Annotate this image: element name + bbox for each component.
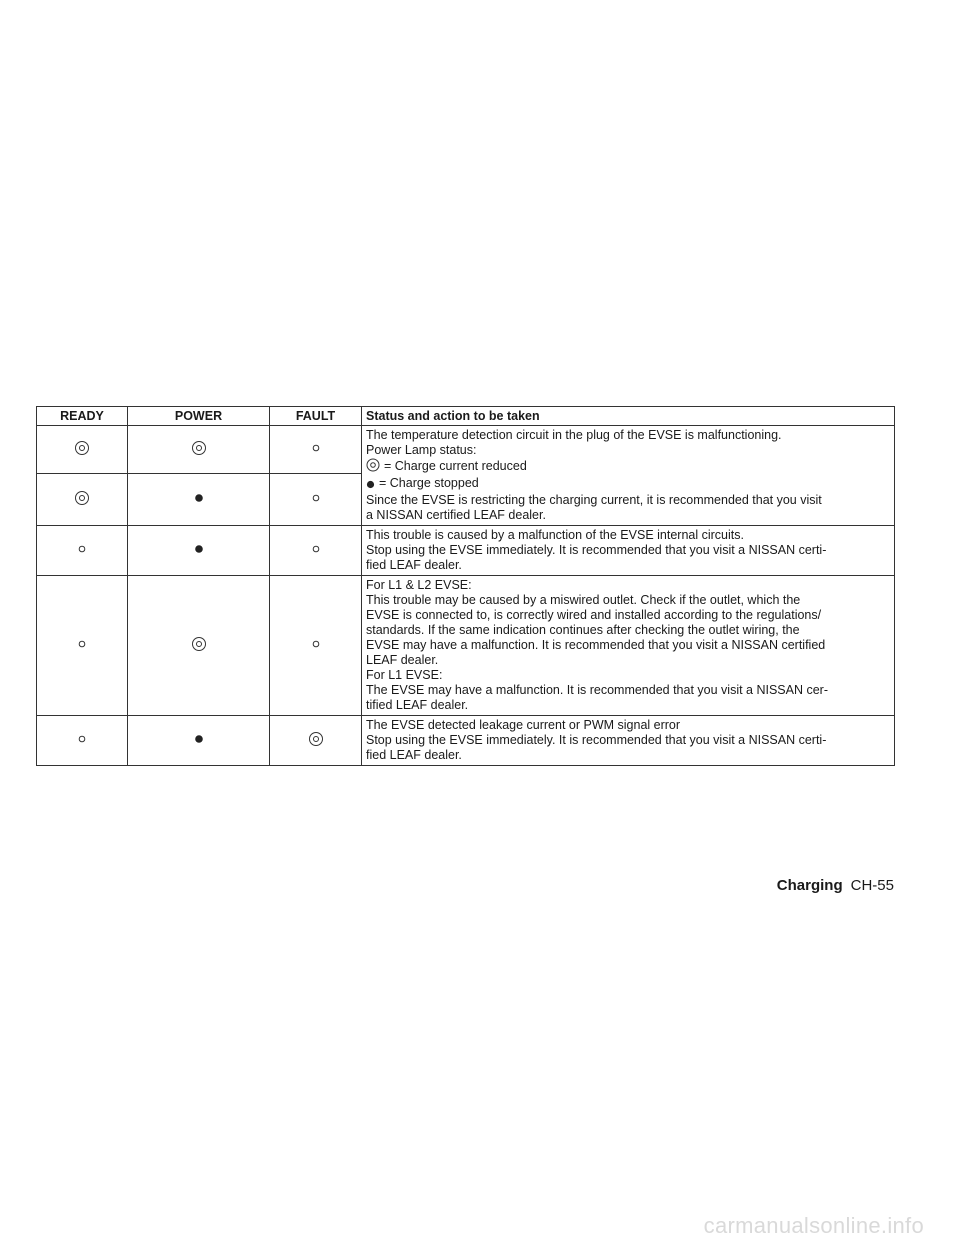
status-text: fied LEAF dealer. [366, 748, 462, 762]
header-power: POWER [128, 407, 270, 426]
blinking-lamp-icon [74, 490, 90, 506]
ready-lamp-cell [37, 576, 128, 716]
status-text: tified LEAF dealer. [366, 698, 469, 712]
lamp-on-icon [194, 544, 204, 554]
section-name: Charging [776, 877, 843, 894]
status-text: The EVSE detected leakage current or PWM signal error [366, 718, 681, 732]
status-cell [362, 576, 895, 716]
header-ready: READY [37, 407, 128, 426]
status-cell [362, 426, 895, 526]
status-text: This trouble is caused by a malfunction of the EVSE internal circuits. [366, 528, 744, 542]
blinking-lamp-icon [366, 458, 380, 476]
ready-lamp-cell [37, 526, 128, 576]
status-cell [362, 716, 895, 766]
status-text: Stop using the EVSE immediately. It is recommended that you visit a NISSAN certi- [366, 733, 827, 747]
page-footer [777, 877, 894, 895]
watermark: carmanualsonline.info [703, 1213, 924, 1238]
legend-line-on [366, 476, 888, 493]
lamp-off-icon [77, 544, 87, 554]
fault-lamp-cell [270, 716, 362, 766]
fault-lamp-cell [270, 474, 362, 526]
lamp-on-icon [194, 734, 204, 744]
lamp-off-icon [311, 443, 321, 453]
blinking-lamp-icon [308, 731, 324, 747]
lamp-off-icon [77, 734, 87, 744]
fault-lamp-cell [270, 576, 362, 716]
legend-line-blink [366, 458, 888, 476]
table-row [37, 526, 895, 576]
power-lamp-cell [128, 426, 270, 474]
table-row [37, 716, 895, 766]
status-text: a NISSAN certified LEAF dealer. [366, 508, 546, 522]
status-text: The temperature detection circuit in the plug of the EVSE is malfunctioning. [366, 428, 782, 442]
status-text: EVSE may have a malfunction. It is recommended that you visit a NISSAN certified [366, 638, 826, 652]
status-text: = Charge stopped [379, 476, 479, 490]
status-table [36, 406, 895, 766]
lamp-off-icon [311, 639, 321, 649]
power-lamp-cell [128, 576, 270, 716]
power-lamp-cell [128, 716, 270, 766]
ready-lamp-cell [37, 474, 128, 526]
table-row [37, 576, 895, 716]
status-text: Stop using the EVSE immediately. It is recommended that you visit a NISSAN certi- [366, 543, 827, 557]
status-text: standards. If the same indication continues after checking the outlet wiring, the [366, 623, 800, 637]
status-text: LEAF dealer. [366, 653, 439, 667]
lamp-on-icon [194, 493, 204, 503]
lamp-off-icon [311, 544, 321, 554]
status-text: The EVSE may have a malfunction. It is recommended that you visit a NISSAN cer- [366, 683, 828, 697]
status-text: For L1 & L2 EVSE: [366, 578, 472, 592]
fault-lamp-cell [270, 526, 362, 576]
lamp-on-icon [366, 478, 375, 493]
ready-lamp-cell [37, 716, 128, 766]
status-text: Since the EVSE is restricting the charging current, it is recommended that you visit [366, 493, 822, 507]
lamp-off-icon [77, 639, 87, 649]
status-text: EVSE is connected to, is correctly wired and installed according to the regulations/ [366, 608, 822, 622]
status-text: = Charge current reduced [384, 459, 527, 473]
page-number: CH-55 [850, 877, 894, 894]
lamp-off-icon [311, 493, 321, 503]
status-text: This trouble may be caused by a miswired outlet. Check if the outlet, which the [366, 593, 801, 607]
table-header-row [37, 407, 895, 426]
status-text: fied LEAF dealer. [366, 558, 462, 572]
blinking-lamp-icon [191, 636, 207, 652]
status-cell [362, 526, 895, 576]
blinking-lamp-icon [74, 440, 90, 456]
ready-lamp-cell [37, 426, 128, 474]
table-row [37, 426, 895, 474]
power-lamp-cell [128, 474, 270, 526]
blinking-lamp-icon [191, 440, 207, 456]
power-lamp-cell [128, 526, 270, 576]
header-status: Status and action to be taken [362, 407, 895, 426]
fault-lamp-cell [270, 426, 362, 474]
header-fault: FAULT [270, 407, 362, 426]
status-text: For L1 EVSE: [366, 668, 443, 682]
status-text: Power Lamp status: [366, 443, 477, 457]
